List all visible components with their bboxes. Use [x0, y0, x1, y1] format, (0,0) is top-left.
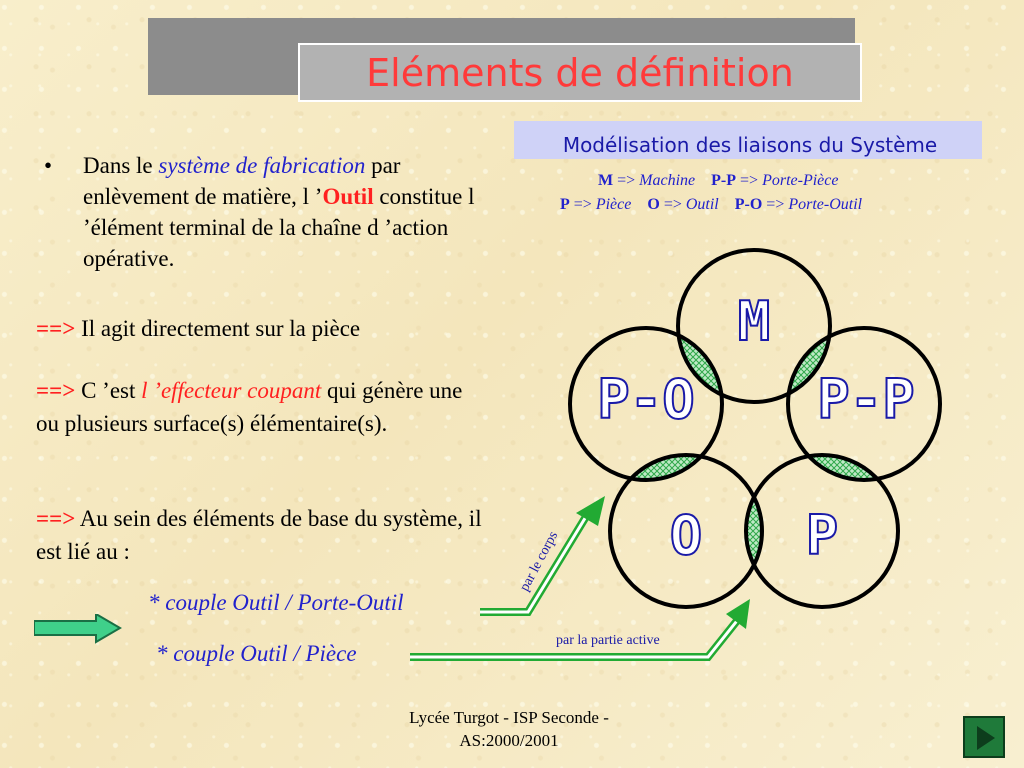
model-title: Modélisation des liaisons du Système	[562, 133, 938, 157]
legend-val-porte-piece: Porte-Pièce	[762, 172, 839, 189]
text-run: Dans le	[83, 153, 159, 178]
circle-label-po: P-O	[597, 368, 695, 431]
legend-key-o: O	[647, 196, 660, 213]
legend-key-pp: P-P	[711, 172, 737, 189]
text-run-outil: Outil	[322, 184, 374, 209]
couple-piece: * couple Outil / Pièce	[156, 641, 357, 666]
link-label-corps: par le corps	[517, 529, 562, 594]
implies-marker: ==>	[36, 378, 76, 403]
circle-label-p: P	[805, 504, 839, 567]
text-run: Au sein des éléments de base du système, il est lié au :	[36, 506, 482, 564]
circle-label-pp: P-P	[817, 368, 915, 431]
circle-label-o: O	[669, 504, 703, 567]
legend-val-piece: Pièce	[595, 196, 632, 213]
legend-sep: =>	[740, 172, 759, 189]
implies-marker: ==>	[36, 316, 76, 341]
text-run-systeme: système de fabrication	[158, 153, 366, 178]
footer-line-1: Lycée Turgot - ISP Seconde -	[409, 708, 609, 727]
legend-key-m: M	[598, 172, 614, 189]
text-run: qui génère une ou plusieurs surface(s) élémentaire(s).	[36, 378, 463, 436]
next-slide-button[interactable]	[963, 716, 1005, 758]
play-icon	[977, 726, 995, 750]
legend-val-machine: Machine	[639, 172, 696, 189]
text-run: constitue l ’élément terminal de la chaîne d ’action opérative.	[83, 184, 475, 271]
text-run: C ’est	[75, 378, 142, 403]
legend-key-p: P	[560, 196, 570, 213]
legend-sep: =>	[663, 196, 682, 213]
bullet-icon: •	[44, 153, 53, 178]
legend-key-po: P-O	[734, 196, 763, 213]
legend-val-porte-outil: Porte-Outil	[788, 196, 863, 213]
text-run: par enlèvement de matière, l ’	[83, 153, 401, 209]
legend-sep: =>	[766, 196, 785, 213]
couple-porte-outil: * couple Outil / Porte-Outil	[148, 590, 404, 615]
legend-sep: =>	[617, 172, 636, 189]
footer	[374, 706, 644, 752]
legend-val-outil: Outil	[685, 196, 719, 213]
text-run-effecteur: l ’effecteur coupant	[141, 378, 322, 403]
legend-sep: =>	[573, 196, 592, 213]
implies-marker: ==>	[36, 506, 76, 531]
text-run: Il agit directement sur la pièce	[75, 316, 361, 341]
page-title: Eléments de définition	[366, 51, 794, 95]
link-label-active: par la partie active	[556, 633, 660, 648]
circle-label-m: M	[737, 290, 771, 353]
footer-line-2: AS:2000/2001	[459, 731, 559, 750]
